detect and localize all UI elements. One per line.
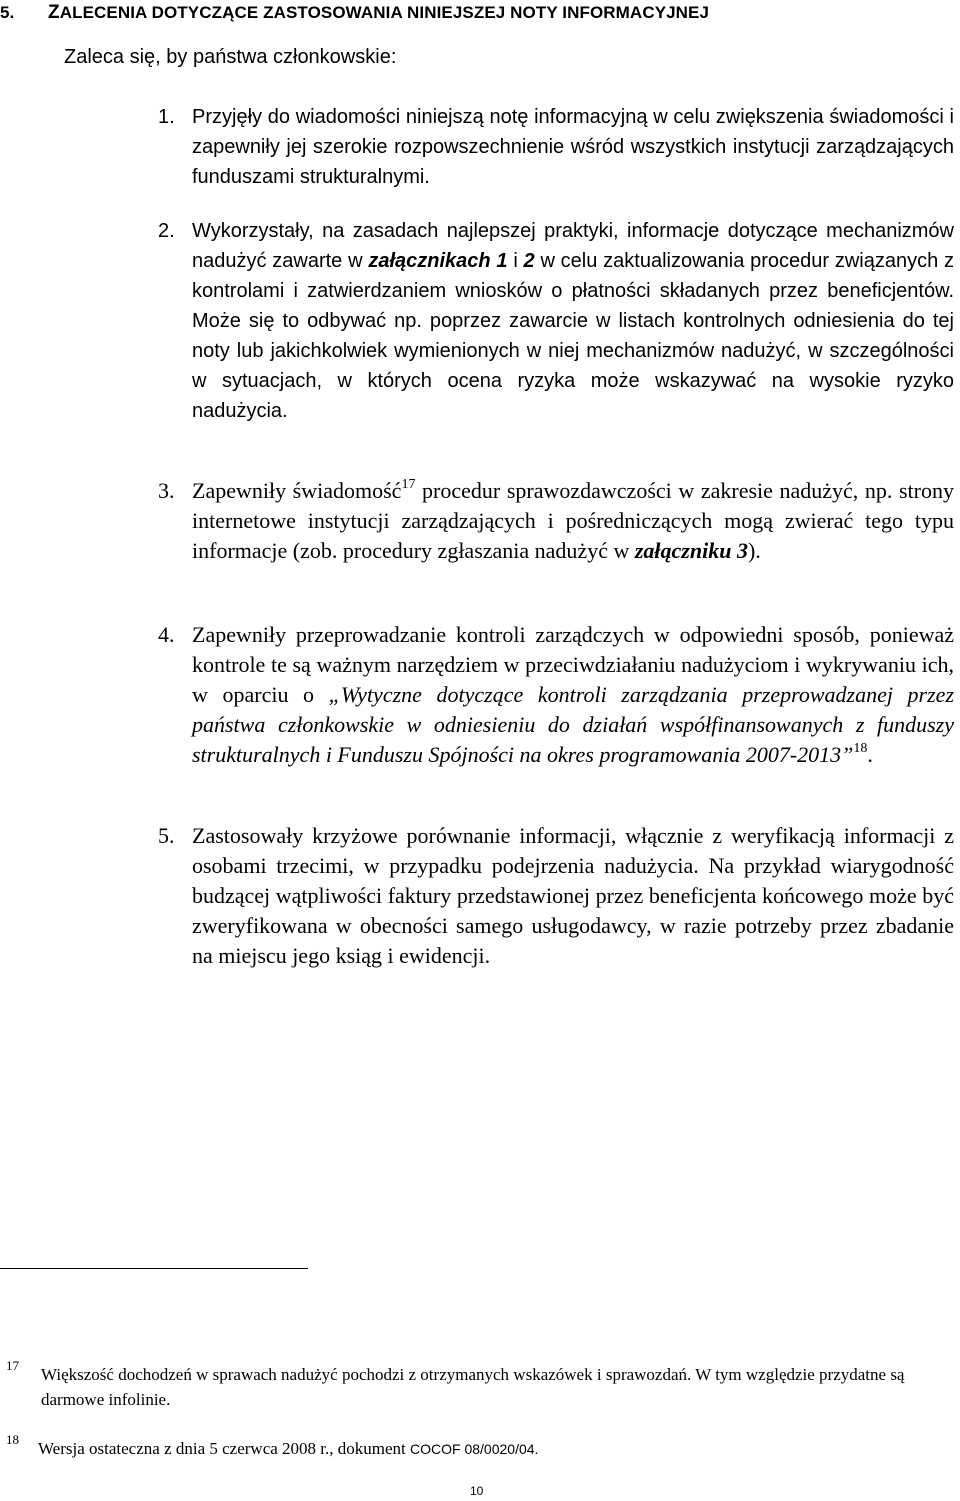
annex-reference: załączniku 3 <box>634 538 748 563</box>
annex-reference: załącznikach 1 <box>368 250 508 272</box>
guidelines-title: „Wytyczne dotyczące kontroli zarządzania przeprowadzanej przez państwa członkowskie w odniesieniu do działań współfinansowanych z funduszy strukturalnych i Funduszu Spójności na okres programowania 2007-2013” <box>192 682 955 767</box>
recommendation-text: Przyjęły do wiadomości niniejszą notę informacyjną w celu zwiększenia świadomości i zapewniły jej szerokie rozpowszechnienie wśród wszystkich instytucji zarządzających funduszami strukturalnymi. <box>192 106 954 188</box>
recommendation-text: Zastosowały krzyżowe porównanie informacji, włącznie z weryfikacją informacji z osobami trzecimi, w przypadku podejrzenia nadużycia. Na przykład wiarygodność budzącej wątpliwości faktury przedstawionej przez beneficjenta końcowego może być zweryfikowana w obecności samego usługodawcy, w razie potrzeby przez zbadanie na miejscu jego ksiąg i ewidencji. <box>192 823 954 968</box>
section-number: 5. <box>0 3 15 22</box>
recommendation-text: w celu zaktualizowania procedur związanych z kontrolami i zatwierdzaniem wniosków o płatności składanych przez beneficjentów. Może się to odbywać np. poprzez zawarcie w listach kontrolnych odniesienia do tej noty lub jakichkolwiek wymienionych w niej mechanizmów nadużyć, w szczególności w sytuacjach, w których ocena ryzyka może wskazywać na wysokie ryzyko nadużycia. <box>192 250 955 422</box>
footnote-mark: 17 <box>6 1358 19 1373</box>
recommendation-number: 2. <box>158 220 175 242</box>
footnote-18 <box>38 1436 538 1462</box>
recommendation-4 <box>158 620 955 770</box>
intro-text: Zaleca się, by państwa członkowskie: <box>64 46 397 68</box>
footnote-text: Wersja ostateczna z dnia 5 czerwca 2008 r., dokument <box>38 1439 411 1458</box>
footnote-17: Większość dochodzeń w sprawach nadużyć pochodzi z otrzymanych wskazówek i sprawozdań. W tym względzie przydatne są darmowe infolinie. <box>41 1365 905 1409</box>
recommendation-5 <box>158 821 954 971</box>
recommendation-2 <box>158 216 955 426</box>
footnote-ref-18[interactable]: 18 <box>853 741 868 756</box>
recommendation-1 <box>158 102 954 192</box>
section-title: ALECENIA DOTYCZĄCE ZASTOSOWANIA NINIEJSZEJ NOTY INFORMACYJNEJ <box>59 3 710 22</box>
page-number: 10 <box>470 1484 484 1498</box>
footnote-ref-17[interactable]: 17 <box>401 477 416 492</box>
recommendation-number: 5. <box>158 823 175 848</box>
recommendation-number: 4. <box>158 622 175 647</box>
footnote-mark: 18 <box>6 1432 19 1447</box>
section-heading <box>0 2 709 24</box>
recommendation-text: procedur sprawozdawczości w zakresie nadużyć, np. strony internetowe instytucji zarządzających i pośredniczących mogą zwierać tego typu informacje (zob. procedury zgłaszania nadużyć w <box>192 478 954 563</box>
recommendation-text: Wykorzystały, na zasadach najlepszej praktyki, informacje dotyczące mechanizmów nadużyć zawarte w <box>192 220 954 272</box>
recommendation-number: 3. <box>158 478 175 503</box>
recommendation-3 <box>158 476 954 566</box>
section-title-initial: Z <box>48 2 60 23</box>
recommendation-text: i <box>507 250 524 272</box>
recommendation-text: ). <box>747 538 761 563</box>
recommendation-text: . <box>867 742 873 767</box>
recommendation-text: Zapewniły przeprowadzanie kontroli zarządczych w odpowiedni sposób, ponieważ kontrole te są ważnym narzędziem w przeciwdziałaniu nadużyciom i wykrywaniu ich, w oparciu o <box>192 622 954 707</box>
document-code: COCOF 08/0020/04. <box>410 1441 539 1457</box>
recommendation-number: 1. <box>158 106 175 128</box>
footnote-separator <box>0 1268 308 1269</box>
recommendation-text: Zapewniły świadomość <box>192 478 402 503</box>
annex-reference: 2 <box>523 250 535 272</box>
